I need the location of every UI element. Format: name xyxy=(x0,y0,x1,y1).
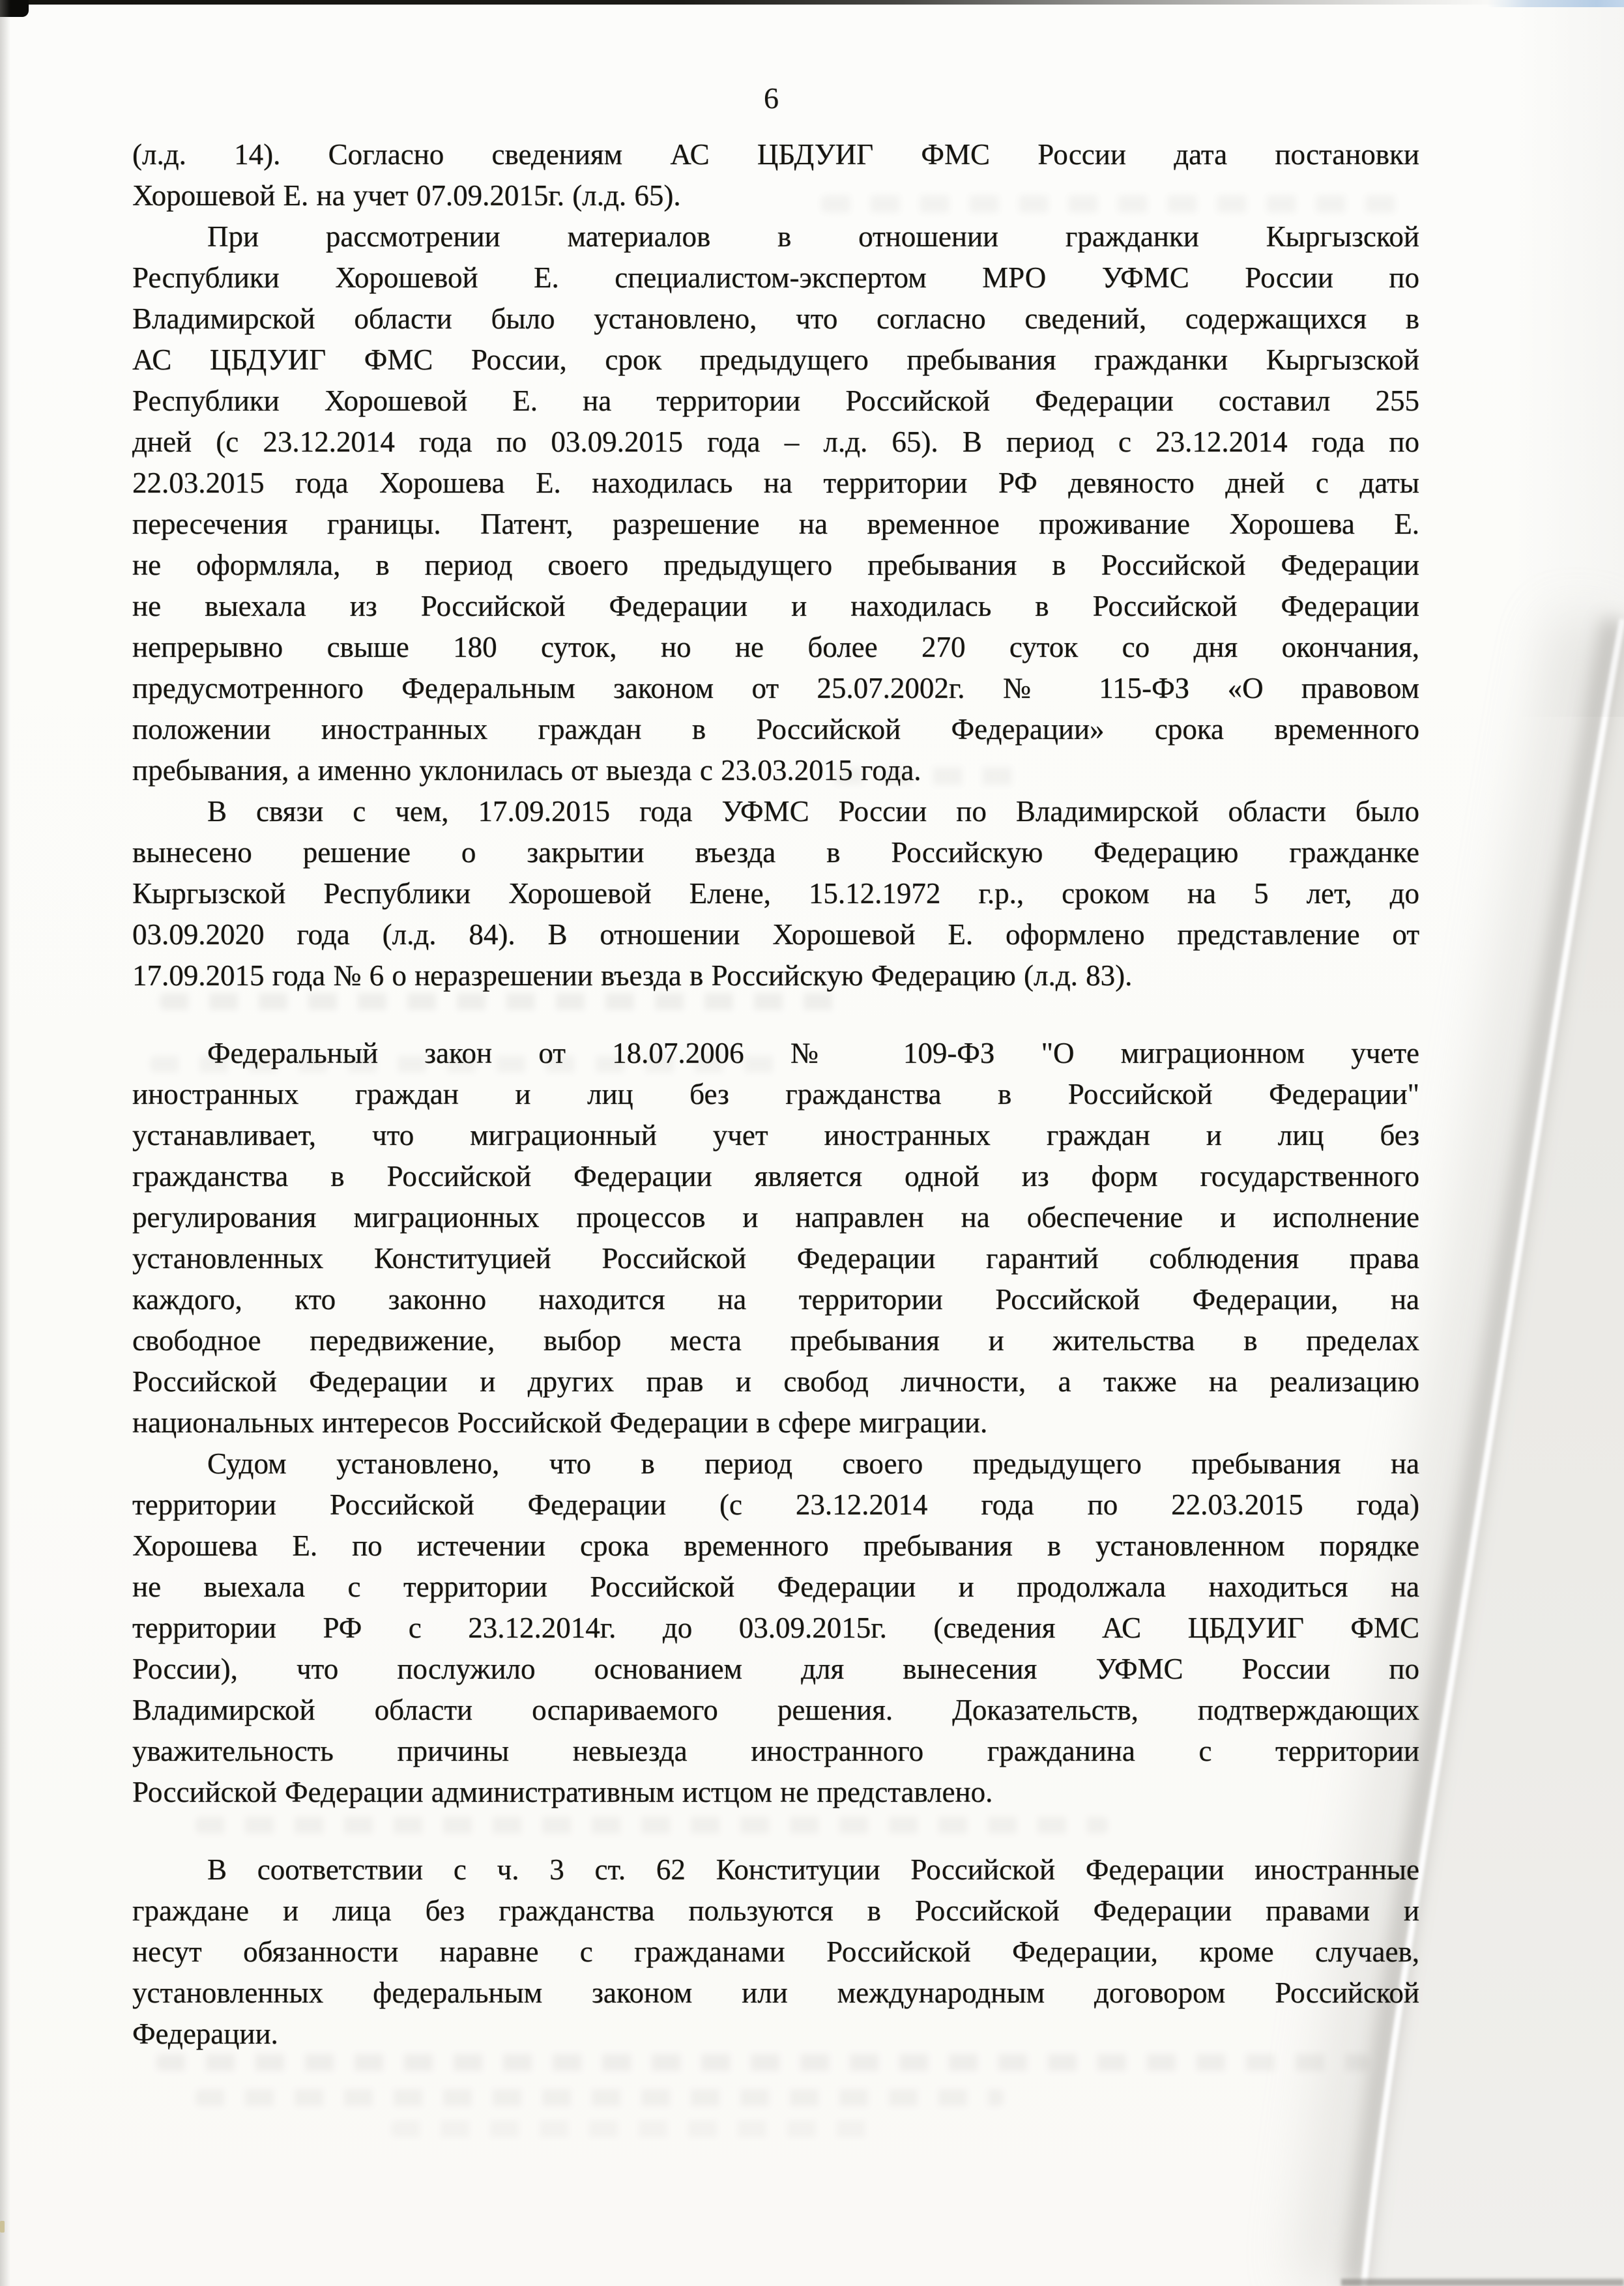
page-right-shading xyxy=(1513,0,1624,717)
text-line: При рассмотрении материалов в отношении гражданки Кыргызской xyxy=(207,220,1419,253)
text-line: Российской Федерации и других прав и свобод личности, а также на реализацию xyxy=(132,1365,1419,1398)
text-line: России), что послужило основанием для вынесения УФМС России по xyxy=(132,1653,1419,1685)
text-line: Республики Хорошевой Е. специалистом-экспертом МРО УФМС России по xyxy=(132,261,1419,294)
text-line xyxy=(132,1813,1419,1849)
text-line: граждане и лица без гражданства пользуются в Российской Федерации правами и xyxy=(132,1894,1419,1927)
text-line: территории Российской Федерации (с 23.12.2014 года по 22.03.2015 года) xyxy=(132,1488,1419,1521)
page-number: 6 xyxy=(764,81,779,115)
text-line: установленных Конституцией Российской Федерации гарантий соблюдения права xyxy=(132,1242,1419,1275)
text-line: национальных интересов Российской Федерации в сфере миграции. xyxy=(132,1406,988,1439)
text-line: Хорошевой Е. на учет 07.09.2015г. (л.д. 65). xyxy=(132,179,681,212)
text-line: В связи с чем, 17.09.2015 года УФМС России по Владимирской области было xyxy=(207,795,1419,828)
text-line: Кыргызской Республики Хорошевой Елене, 15.12.1972 г.р., сроком на 5 лет, до xyxy=(132,877,1419,910)
text-line: пребывания, а именно уклонилась от выезда с 23.03.2015 года. xyxy=(132,754,921,787)
text-line: положении иностранных граждан в Российской Федерации» срока временного xyxy=(132,713,1419,745)
paper-speck xyxy=(0,2221,5,2233)
text-line: В соответствии с ч. 3 ст. 62 Конституции Российской Федерации иностранные xyxy=(207,1853,1419,1886)
text-line: дней (с 23.12.2014 года по 03.09.2015 года – л.д. 65). В период с 23.12.2014 года по xyxy=(132,426,1419,458)
text-line: Федеральный закон от 18.07.2006 № 109-ФЗ "О миграционном учете xyxy=(207,1037,1419,1069)
ink-bleed-artifact xyxy=(156,2054,1369,2071)
ink-bleed-artifact xyxy=(391,2120,886,2137)
text-line: Хорошева Е. по истечении срока временного пребывания в установленном порядке xyxy=(132,1529,1419,1562)
text-line: Республики Хорошевой Е. на территории Российской Федерации составил 255 xyxy=(132,384,1419,417)
text-line: регулирования миграционных процессов и направлен на обеспечение и исполнение xyxy=(132,1201,1419,1234)
text-line: несут обязанности наравне с гражданами Российской Федерации, кроме случаев, xyxy=(132,1935,1419,1968)
text-line: не выехала из Российской Федерации и находилась в Российской Федерации xyxy=(132,590,1419,622)
text-line: иностранных граждан и лиц без гражданства в Российской Федерации" xyxy=(132,1078,1419,1110)
document-text xyxy=(132,134,1419,2055)
text-line: предусмотренного Федеральным законом от 25.07.2002г. № 115-ФЗ «О правовом xyxy=(132,672,1419,704)
text-line: не оформляла, в период своего предыдущего пребывания в Российской Федерации xyxy=(132,549,1419,581)
text-line: свободное передвижение, выбор места пребывания и жительства в пределах xyxy=(132,1324,1419,1357)
text-line: пересечения границы. Патент, разрешение на временное проживание Хорошева Е. xyxy=(132,508,1419,540)
scan-left-edge-shadow xyxy=(0,0,10,2286)
text-line: установленных федеральным законом или международным договором Российской xyxy=(132,1976,1419,2009)
text-line: непрерывно свыше 180 суток, но не более 270 суток со дня окончания, xyxy=(132,631,1419,663)
text-line: 17.09.2015 года № 6 о неразрешении въезда в Российскую Федерацию (л.д. 83). xyxy=(132,959,1133,992)
text-line: уважительность причины невыезда иностранного гражданина с территории xyxy=(132,1735,1419,1767)
text-line: 22.03.2015 года Хорошева Е. находилась на территории РФ девяносто дней с даты xyxy=(132,467,1419,499)
text-line: вынесено решение о закрытии въезда в Российскую Федерацию гражданке xyxy=(132,836,1419,869)
text-line: Федерации. xyxy=(132,2018,278,2050)
text-line: 03.09.2020 года (л.д. 84). В отношении Хорошевой Е. оформлено представление от xyxy=(132,918,1419,951)
ink-bleed-artifact xyxy=(196,2089,1004,2106)
text-line: каждого, кто законно находится на территории Российской Федерации, на xyxy=(132,1283,1419,1316)
text-line: Российской Федерации административным истцом не представлено. xyxy=(132,1776,993,1808)
text-line: устанавливает, что миграционный учет иностранных граждан и лиц без xyxy=(132,1119,1419,1151)
text-line: территории РФ с 23.12.2014г. до 03.09.2015г. (сведения АС ЦБДУИГ ФМС xyxy=(132,1612,1419,1644)
text-line: не выехала с территории Российской Федерации и продолжала находиться на xyxy=(132,1570,1419,1603)
text-line: Владимирской области оспариваемого решения. Доказательств, подтверждающих xyxy=(132,1694,1419,1726)
text-line xyxy=(132,996,1419,1033)
text-line: АС ЦБДУИГ ФМС России, срок предыдущего пребывания гражданки Кыргызской xyxy=(132,343,1419,376)
text-line: Владимирской области было установлено, что согласно сведений, содержащихся в xyxy=(132,302,1419,335)
text-line: гражданства в Российской Федерации является одной из форм государственного xyxy=(132,1160,1419,1193)
text-line: Судом установлено, что в период своего предыдущего пребывания на xyxy=(207,1447,1419,1480)
scan-top-edge-line xyxy=(0,0,1505,5)
text-line: (л.д. 14). Согласно сведениям АС ЦБДУИГ ФМС России дата постановки xyxy=(132,138,1419,171)
